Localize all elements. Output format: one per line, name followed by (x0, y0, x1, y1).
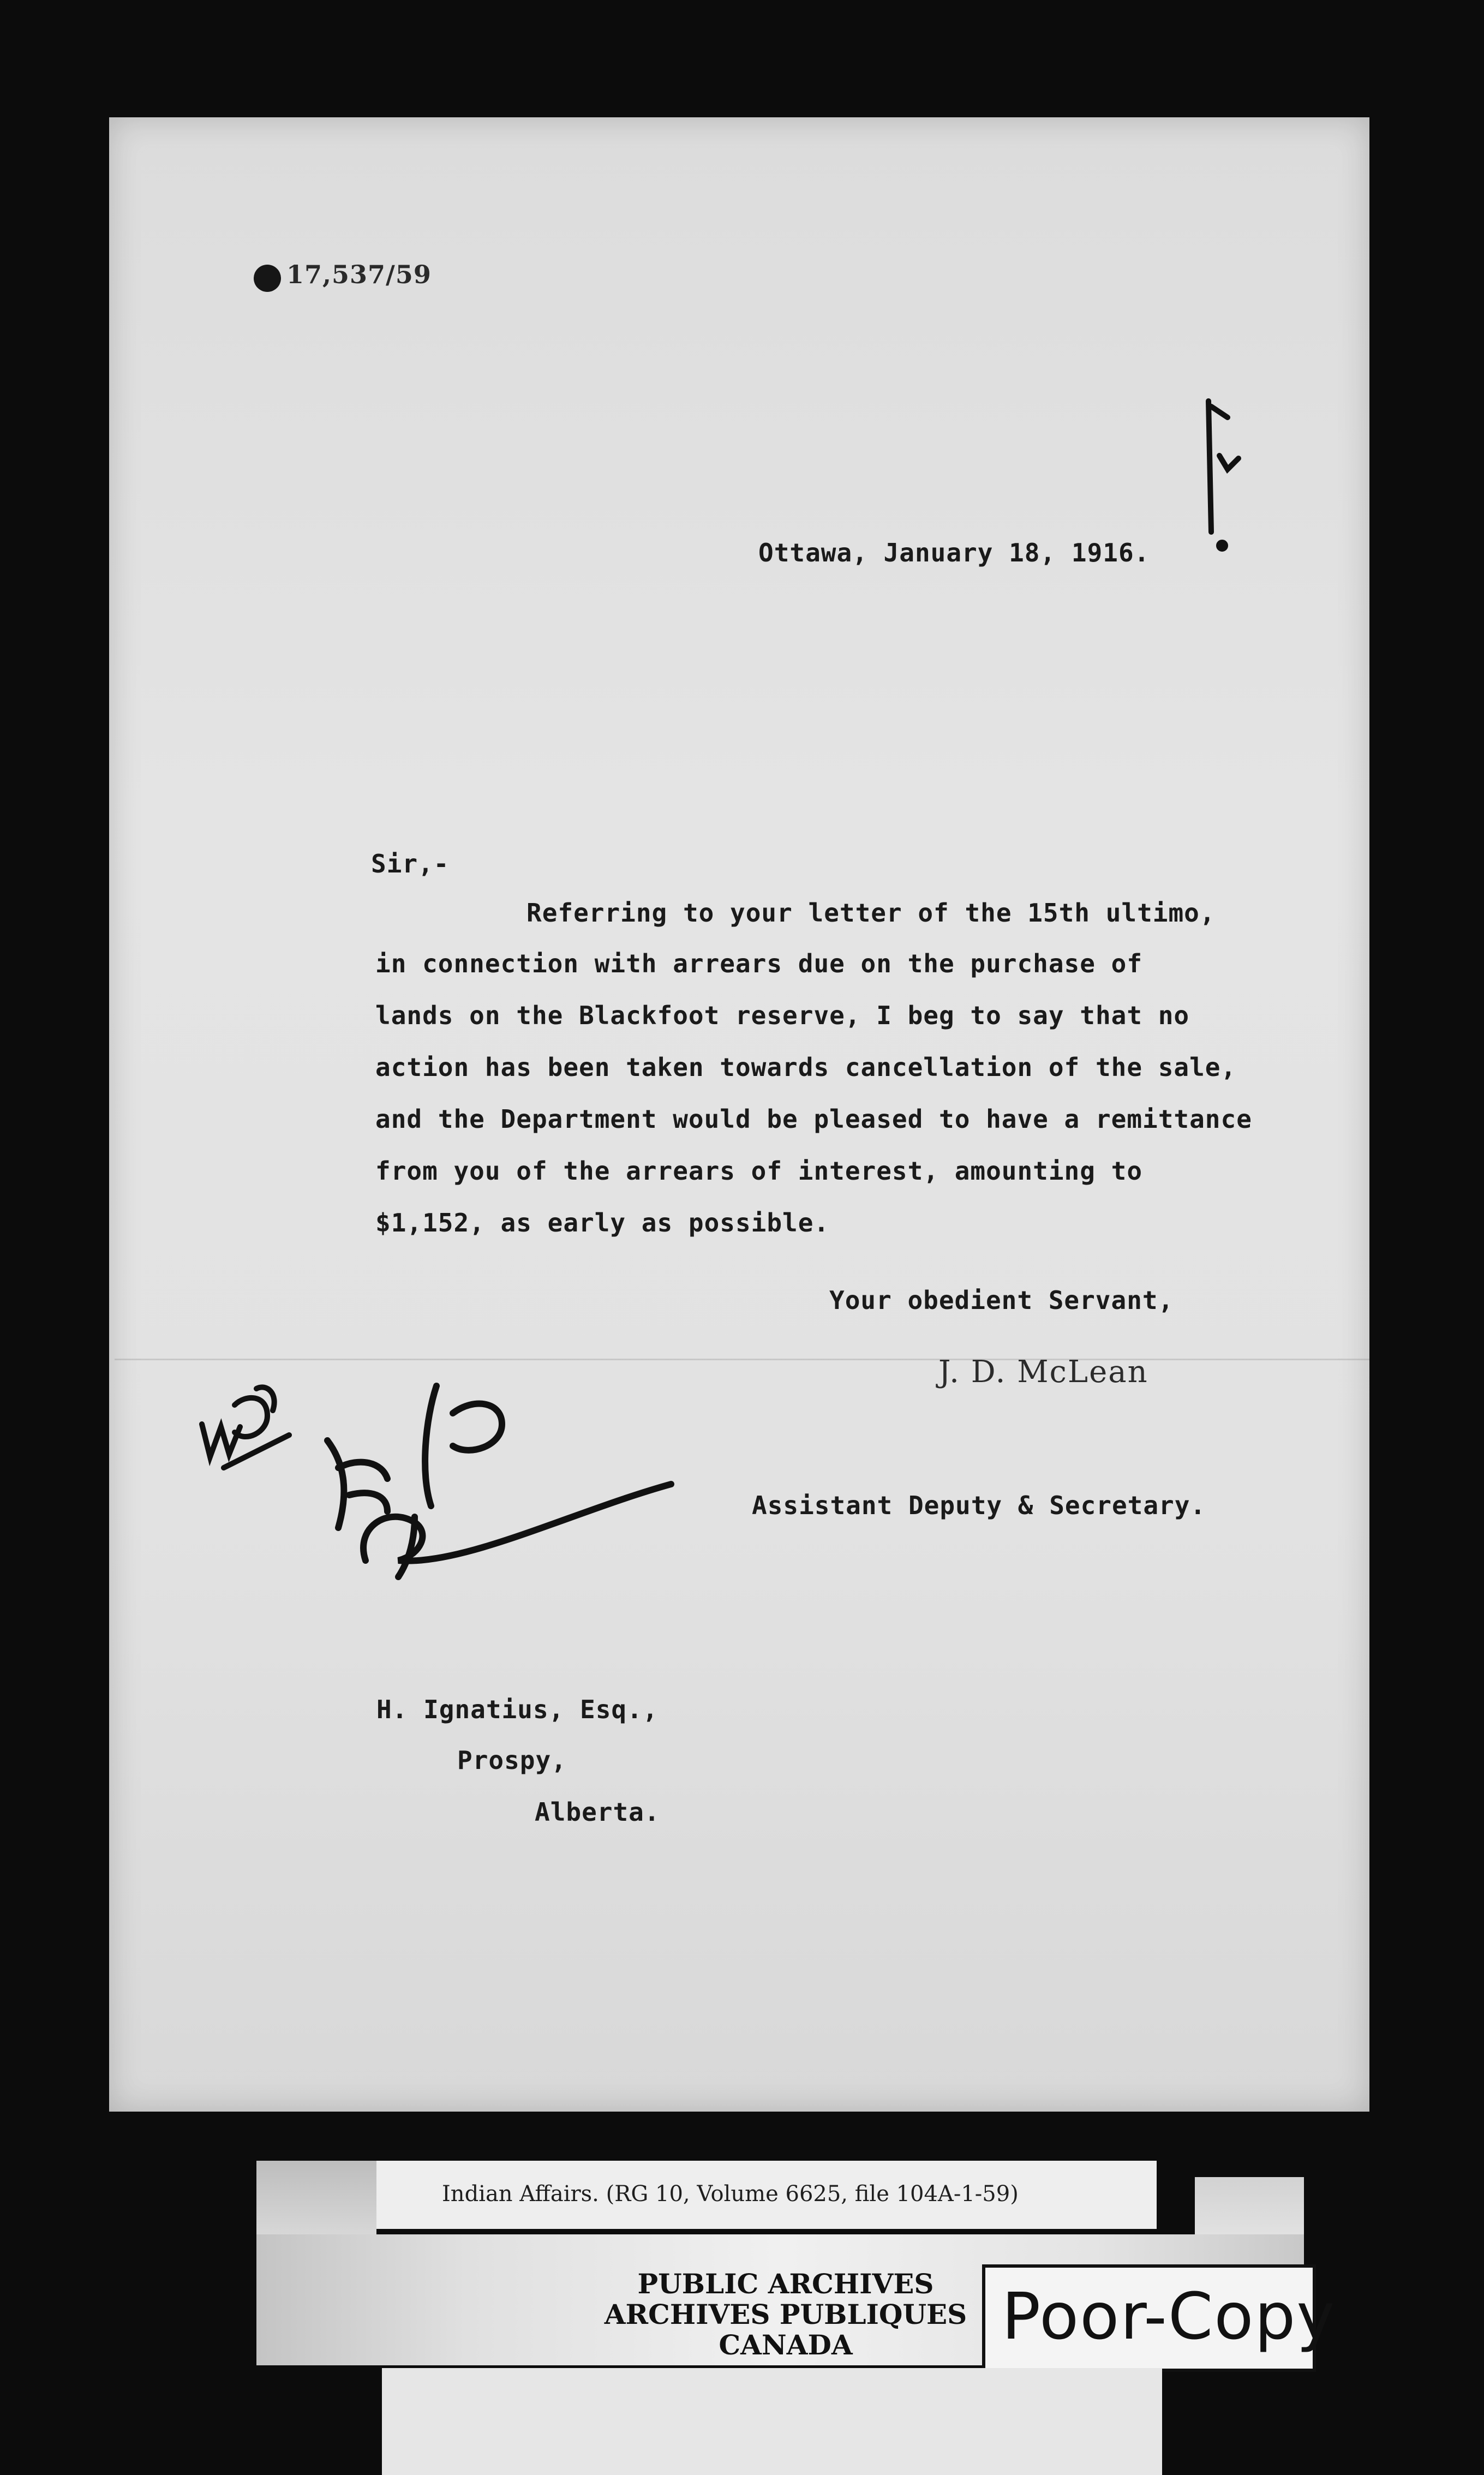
body-line: $1,152, as early as possible. (375, 1208, 830, 1237)
poor-copy-label (982, 2264, 1336, 2372)
punch-hole (254, 265, 281, 292)
body-line: in connection with arrears due on the purchase of (375, 949, 1143, 978)
archives-stamp (567, 2269, 1004, 2360)
film-leader-block (256, 2161, 376, 2237)
letter-date: Ottawa, January 18, 1916. (758, 538, 1150, 567)
film-leader-block (1195, 2177, 1304, 2237)
lower-film-card (382, 2368, 1162, 2475)
salutation: Sir,- (371, 849, 450, 878)
body-line: and the Department would be pleased to have a remittance (375, 1104, 1252, 1134)
body-line: Referring to your letter of the 15th ultimo, (526, 898, 1216, 928)
recipient-province: Alberta. (535, 1797, 660, 1827)
signatory-title: Assistant Deputy & Secretary. (752, 1491, 1206, 1520)
body-line: action has been taken towards cancellation of the sale, (375, 1053, 1237, 1082)
stamp-line: CANADA (719, 2329, 853, 2361)
stamp-line: PUBLIC ARCHIVES (637, 2268, 934, 2300)
recipient-name: H. Ignatius, Esq., (376, 1695, 659, 1724)
stamp-line: ARCHIVES PUBLIQUES (604, 2298, 967, 2330)
paper-fold-line (115, 1359, 1369, 1360)
signatory-name: J. D. McLean (938, 1354, 1148, 1390)
body-line: lands on the Blackfoot reserve, I beg to say that no (375, 1001, 1190, 1030)
archive-reference-card (376, 2161, 1157, 2229)
closing-line: Your obedient Servant, (829, 1286, 1174, 1315)
recipient-place: Prospy, (457, 1745, 567, 1775)
archive-reference-text: Indian Affairs. (RG 10, Volume 6625, file 104A-1-59) (442, 2181, 1019, 2207)
body-line: from you of the arrears of interest, amounting to (375, 1156, 1143, 1186)
file-reference-number: 17,537/59 (286, 260, 432, 289)
poor-copy-text: Poor-Copy (1002, 2279, 1336, 2354)
